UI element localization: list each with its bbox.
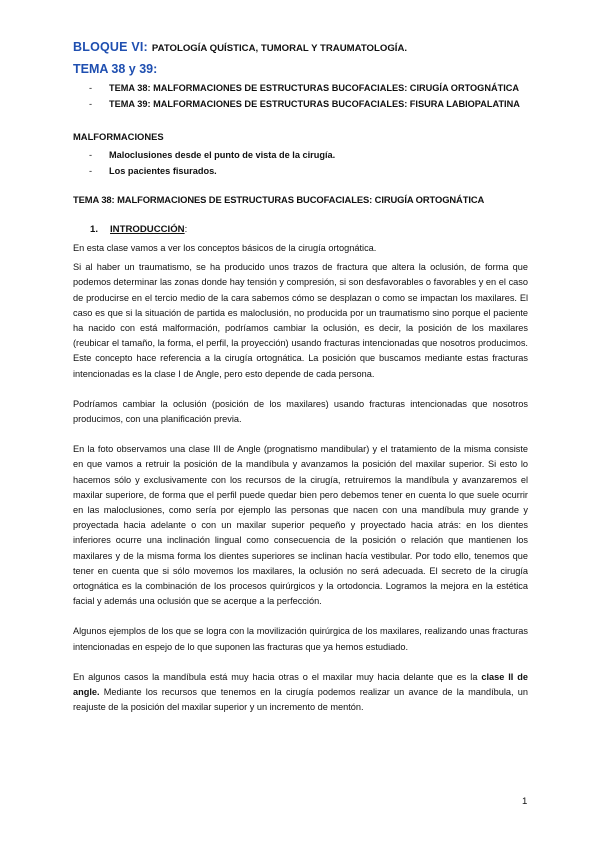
block-title: PATOLOGÍA QUÍSTICA, TUMORAL Y TRAUMATOLOGÍA.: [151, 43, 408, 54]
paragraph-6-end: Mediante los recursos que tenemos en la cirugía podemos realizar un avance de la mandíbula, un reajuste de la posición del maxilar superior y un incremento de mentón.: [73, 687, 528, 713]
paragraph-2: Si al haber un traumatismo, se ha producido unos trazos de fractura que altera la oclusión, de forma que podemos determinar las zonas donde hay tensión y compresión, si son desfavorables o favorables y en el caso de producirse en el tercio medio de la cara sabemos cómo se desplazan o como se impactan los maxilares. El caso es que si la situación de partida es maloclusión, no producida por un traumatismo sino porque el paciente ha nacido con está malformación, podríamos cambiar la oclusión, es decir, la posición de los maxilares (reubicar el tamaño, la forma, el perfil, la proyección) usando fracturas intencionadas que nosotros producimos. Este concepto hace referencia a la cirugía ortognática. La posición que buscamos mediante estas fracturas intencionadas es la clase I de Angle, pero esto depende de cada persona.: [73, 262, 528, 379]
paragraph-1: En esta clase vamos a ver los conceptos básicos de la cirugía ortognática.: [73, 243, 377, 253]
page-number: 1: [522, 796, 528, 807]
paragraph-3: Podríamos cambiar la oclusión (posición de los maxilares) usando fracturas intencionadas que nosotros producimos, con una planificación previa.: [73, 398, 528, 425]
intro-title: INTRODUCCIÓN: [110, 224, 185, 235]
malformaciones-heading: MALFORMACIONES: [73, 131, 164, 142]
intro-colon: :: [184, 224, 188, 235]
block-label: BLOQUE VI:: [73, 40, 148, 54]
malformaciones-item: - Maloclusiones desde el punto de vista de la cirugía.: [73, 148, 528, 164]
block-header: [73, 40, 528, 56]
malformaciones-item: - Los pacientes fisurados.: [73, 164, 528, 180]
paragraph-4: En la foto observamos una clase III de Angle (prognatismo mandibular) y el tratamiento de la misma consiste en que vamos a retruir la posición de la mandíbula y avanzamos la posición del maxilar superior. Si esto lo hacemos sólo y exclusivamente con los recursos de la cirugía, retruiremos la mandíbula y avanzaremos el maxilar superiore, de forma que el perfil puede quedar bien pero debemos tener en cuenta lo que suele ocurrir en las maloclusiones, como sería por ejemplo las personas que nacen con una mandíbula muy grande y proyectada hacia adelante o con un maxilar superior pequeño y proyectado hacia atrás: en los dientes inferiores ocurre una inclinación lingual como consecuencia de la posición o relación que mantienen los maxilares y de la misma forma los dientes superiores se inclinan hacía vestibular. Por todo ello, tenemos que tener en cuenta que si sólo movemos los maxilares, la oclusión no será adecuada. El secreto de la cirugía ortognática es la combinación de los procesos quirúrgicos y la ortodoncia. Logramos la mejora en la estética facial y además una oclusión que se acerque a la perfección.: [73, 444, 528, 607]
paragraph-5: Algunos ejemplos de los que se logra con la movilización quirúrgica de los maxilares, realizando unas fracturas intencionadas en espejo de lo que suponen las fracturas que ya hemos estudiado.: [73, 626, 528, 652]
intro-number: 1.: [90, 224, 99, 235]
page-content: [73, 40, 528, 715]
tema-heading: TEMA 38 y 39:: [73, 62, 158, 76]
tema-item: - TEMA 39: MALFORMACIONES DE ESTRUCTURAS BUCOFACIALES: FISURA LABIOPALATINA: [73, 97, 528, 113]
paragraph-6: [73, 670, 528, 716]
section-title: TEMA 38: MALFORMACIONES DE ESTRUCTURAS BUCOFACIALES: CIRUGÍA ORTOGNÁTICA: [73, 194, 485, 205]
paragraph-6-bold: clase II de angle.: [73, 671, 528, 698]
paragraph-6-start: En algunos casos la mandíbula está muy hacia otras o el maxilar muy hacia delante que es la: [73, 671, 482, 682]
malformaciones-list: [73, 148, 528, 179]
tema-list: [73, 81, 528, 112]
tema-item: - TEMA 38: MALFORMACIONES DE ESTRUCTURAS BUCOFACIALES: CIRUGÍA ORTOGNÁTICA: [73, 81, 528, 97]
intro-heading: [73, 223, 528, 237]
